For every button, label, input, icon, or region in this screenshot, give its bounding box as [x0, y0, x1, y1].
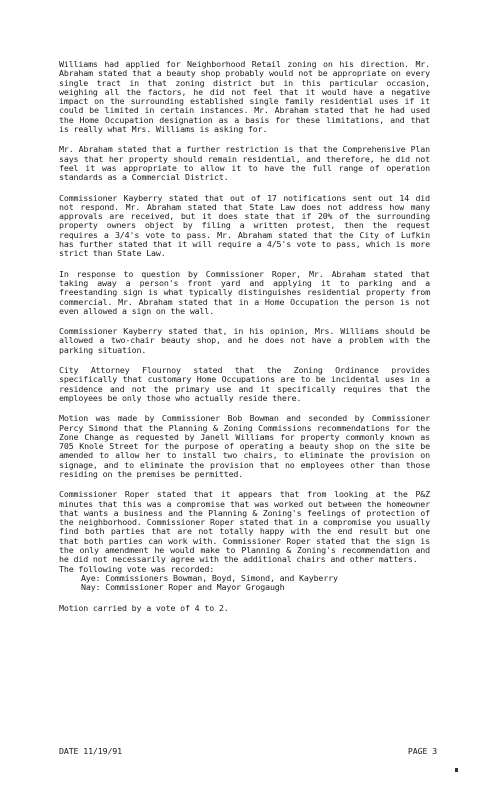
paragraph-front-yard: In response to question by Commissioner Roper, Mr. Abraham stated that taking away a person's front yard and applying it to parking and a freestanding sign is what typically distinguishes residential property from commercial. Mr. Abraham stated that in a Home Occupation the person is not even allowed a sign on the wall.: [59, 268, 430, 316]
paragraph-comprehensive-plan: Mr. Abraham stated that a further restriction is that the Comprehensive Plan says that her property should remain residential, and therefore, he did not feel it was appropriate to allow it to have the full range of operation standards as a Commercial District.: [59, 144, 430, 183]
vote-aye: Aye: Commissioners Bowman, Boyd, Simond, and Kayberry: [81, 572, 338, 583]
paragraph-city-attorney: City Attorney Flournoy stated that the Zoning Ordinance provides specifically that customary Home Occupations are to be incidental uses in a residence and not the primary use and it specifically requires that the employees be only those who actually reside there.: [59, 365, 430, 403]
vote-record: [59, 565, 430, 593]
vote-intro: The following vote was recorded:: [59, 563, 215, 574]
paragraph-compromise: Commissioner Roper stated that it appears that from looking at the P&Z minutes that this was a compromise that was worked out between the homeowner that wants a business and the Planning & Zoning's feelings of protection of the neighborhood. Commissioner Roper stated that in a compromise you usually find both parties that are not totally happy with the end result but one that both parties can work with. Commissioner Roper stated that the sign is the only amendment he would make to Planning & Zoning's recommendation and he did not necessarily agree with the additional chairs and other matters.: [59, 489, 430, 565]
paragraph-motion: Motion was made by Commissioner Bob Bowman and seconded by Commissioner Percy Simond that the Planning & Zoning Commissions recommendations for the Zone Change as requested by Janell Williams for property commonly known as 705 Knole Street for the purpose of operating a beauty shop on the site be amended to allow her to install two chairs, to eliminate the provision on signage, and to eliminate the provision that no employees other than those residing on the premises be permitted.: [59, 413, 430, 479]
footer-date: DATE 11/19/91: [59, 746, 122, 756]
minutes-page: [59, 60, 430, 624]
paragraph-abraham-zoning: Williams had applied for Neighborhood Retail zoning on his direction. Mr. Abraham stated that a beauty shop probably would not be appropriate on every single tract in that zoning district but in this particular occasion, weighing all the factors, he did not feel that it would have a negative impact on the surrounding established single family residential uses if it could be limited in certain instances. Mr. Abraham stated that he had used the Home Occupation designation as a basis for these limitations, and that is really what Mrs. Williams is asking for.: [59, 59, 430, 135]
motion-result: Motion carried by a vote of 4 to 2.: [59, 602, 229, 613]
paragraph-notifications: Commissioner Kayberry stated that out of 17 notifications sent out 14 did not respond. Mr. Abraham stated that State Law does not address how many approvals are received, but it does state that if 20% of the surrounding property owners object by filing a written protest, then the request requires a 3/4's vote to pass. Mr. Abraham stated that the City of Lufkin has further stated that it will require a 4/5's vote to pass, which is more strict than State Law.: [59, 192, 430, 259]
paragraph-two-chair-shop: Commissioner Kayberry stated that, in his opinion, Mrs. Williams should be allowed a two-chair beauty shop, and he does not have a problem with the parking situation.: [59, 326, 430, 355]
vote-nay: Nay: Commissioner Roper and Mayor Grogaugh: [81, 582, 285, 593]
footer-page-number: PAGE 3: [407, 746, 437, 756]
scan-speck: [455, 768, 458, 772]
